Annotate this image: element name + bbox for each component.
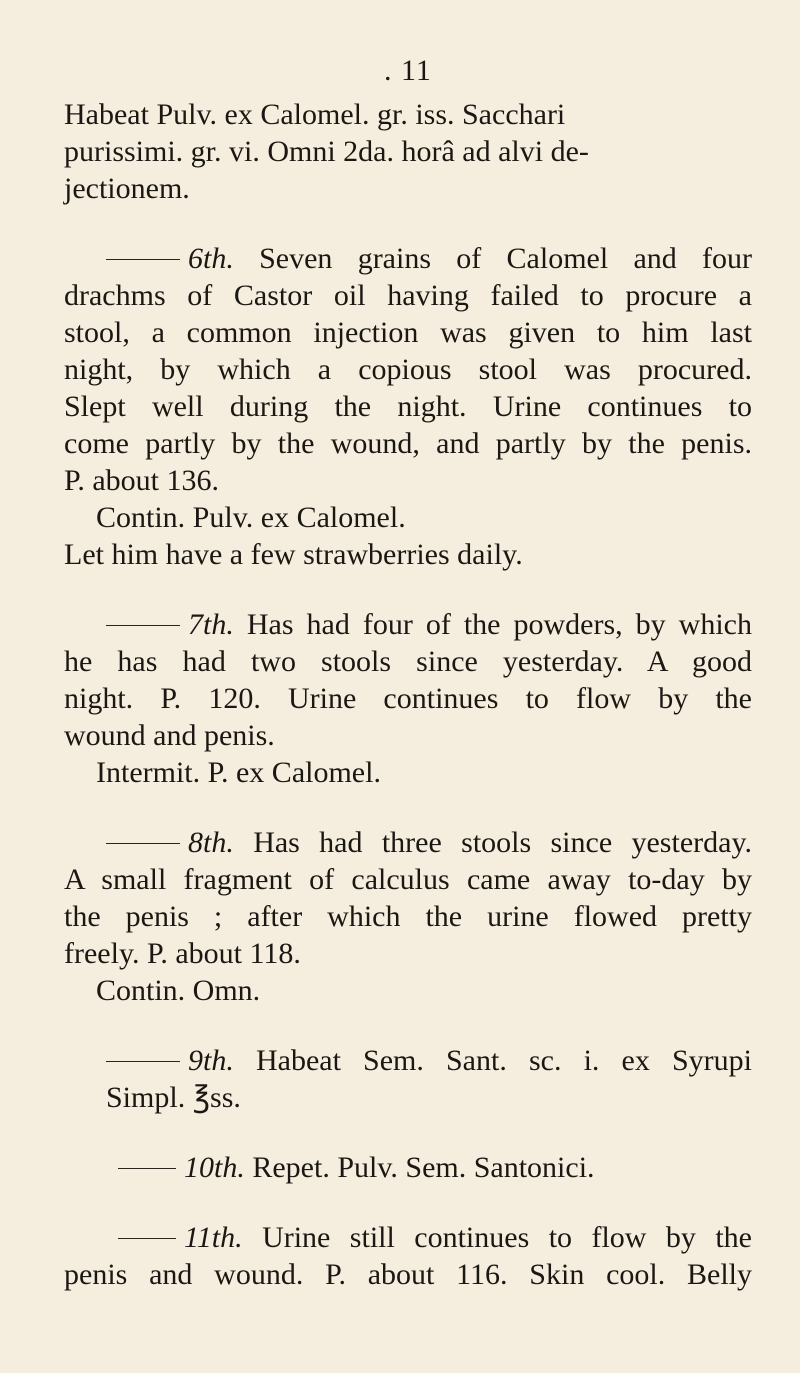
prescription-line: Contin. Omn. [96, 974, 261, 1007]
entry-first-line [64, 1042, 752, 1079]
entry-10th [64, 1149, 752, 1186]
entry-dash [118, 1168, 176, 1169]
entry-line: Habeat Sem. Sant. sc. i. ex Syrupi [255, 1044, 752, 1077]
entry-date: 7th. [188, 608, 234, 641]
entry-line: penis and wound. P. about 116. Skin cool. Belly [64, 1258, 752, 1291]
entry-11th [64, 1219, 752, 1293]
entry-prescriptions [64, 754, 752, 791]
entry-prescriptions [64, 499, 752, 573]
entry-first-line [64, 606, 752, 643]
page-text [64, 96, 752, 1293]
entry-date: 6th. [188, 242, 234, 275]
entry-line: night, by which a copious stool was procured. [64, 353, 752, 386]
entry-line: Urine still continues to flow by the [262, 1221, 752, 1254]
opening-line: purissimi. gr. vi. Omni 2da. horâ ad alvi de- [64, 135, 589, 168]
entry-date: 11th. [184, 1221, 243, 1254]
entry-dash [106, 1061, 180, 1062]
entry-paragraph [64, 1149, 752, 1186]
entry-date: 9th. [188, 1044, 234, 1077]
opening-line: Habeat Pulv. ex Calomel. gr. iss. Sacchari [64, 98, 566, 131]
entry-7th [64, 606, 752, 791]
entry-line: P. about 136. [64, 464, 220, 497]
entry-first-line [64, 1219, 752, 1256]
entry-6th [64, 240, 752, 573]
entry-prescriptions [64, 972, 752, 1009]
entry-first-line [64, 240, 752, 277]
entry-line: freely. P. about 118. [64, 937, 301, 970]
entry-line: A small fragment of calculus came away to-day by [64, 863, 752, 896]
page-number: . 11 [384, 54, 432, 87]
entry-paragraph [64, 1219, 752, 1293]
entry-paragraph [64, 1042, 752, 1116]
entry-line: wound and penis. [64, 719, 275, 752]
entry-date: 8th. [188, 826, 234, 859]
entry-dash [106, 259, 180, 260]
prescription-line: Intermit. P. ex Calomel. [96, 756, 381, 789]
entry-line: Has had three stools since yesterday. [253, 826, 752, 859]
entry-first-line [64, 824, 752, 861]
entry-first-line [64, 1149, 752, 1186]
prescription-line: Let him have a few strawberries daily. [64, 538, 523, 571]
entry-line: Has had four of the powders, by which [246, 608, 752, 641]
entry-dash [106, 843, 180, 844]
entry-line: come partly by the wound, and partly by the penis. [64, 427, 752, 460]
opening-prescription [64, 96, 752, 207]
entry-paragraph [64, 606, 752, 754]
entry-line: night. P. 120. Urine continues to flow by the [64, 682, 752, 715]
entry-8th [64, 824, 752, 1009]
entry-line: Slept well during the night. Urine continues to [64, 390, 752, 423]
entry-paragraph [64, 240, 752, 499]
entry-line: stool, a common injection was given to him last [64, 316, 752, 349]
entry-dash [118, 1238, 176, 1239]
entry-dash [106, 625, 180, 626]
opening-line: jectionem. [64, 172, 190, 205]
entry-line: Seven grains of Calomel and four [259, 242, 752, 275]
entry-line: Repet. Pulv. Sem. Santonici. [252, 1151, 595, 1184]
entry-date: 10th. [184, 1151, 245, 1184]
entry-paragraph [64, 824, 752, 972]
entry-line: drachms of Castor oil having failed to procure a [64, 279, 752, 312]
entry-line: he has had two stools since yesterday. A good [64, 645, 752, 678]
entry-continuation: Simpl. ℥ss. [106, 1081, 241, 1114]
entry-9th [64, 1042, 752, 1116]
entry-line: the penis ; after which the urine flowed pretty [64, 900, 752, 933]
prescription-line: Contin. Pulv. ex Calomel. [96, 501, 406, 534]
